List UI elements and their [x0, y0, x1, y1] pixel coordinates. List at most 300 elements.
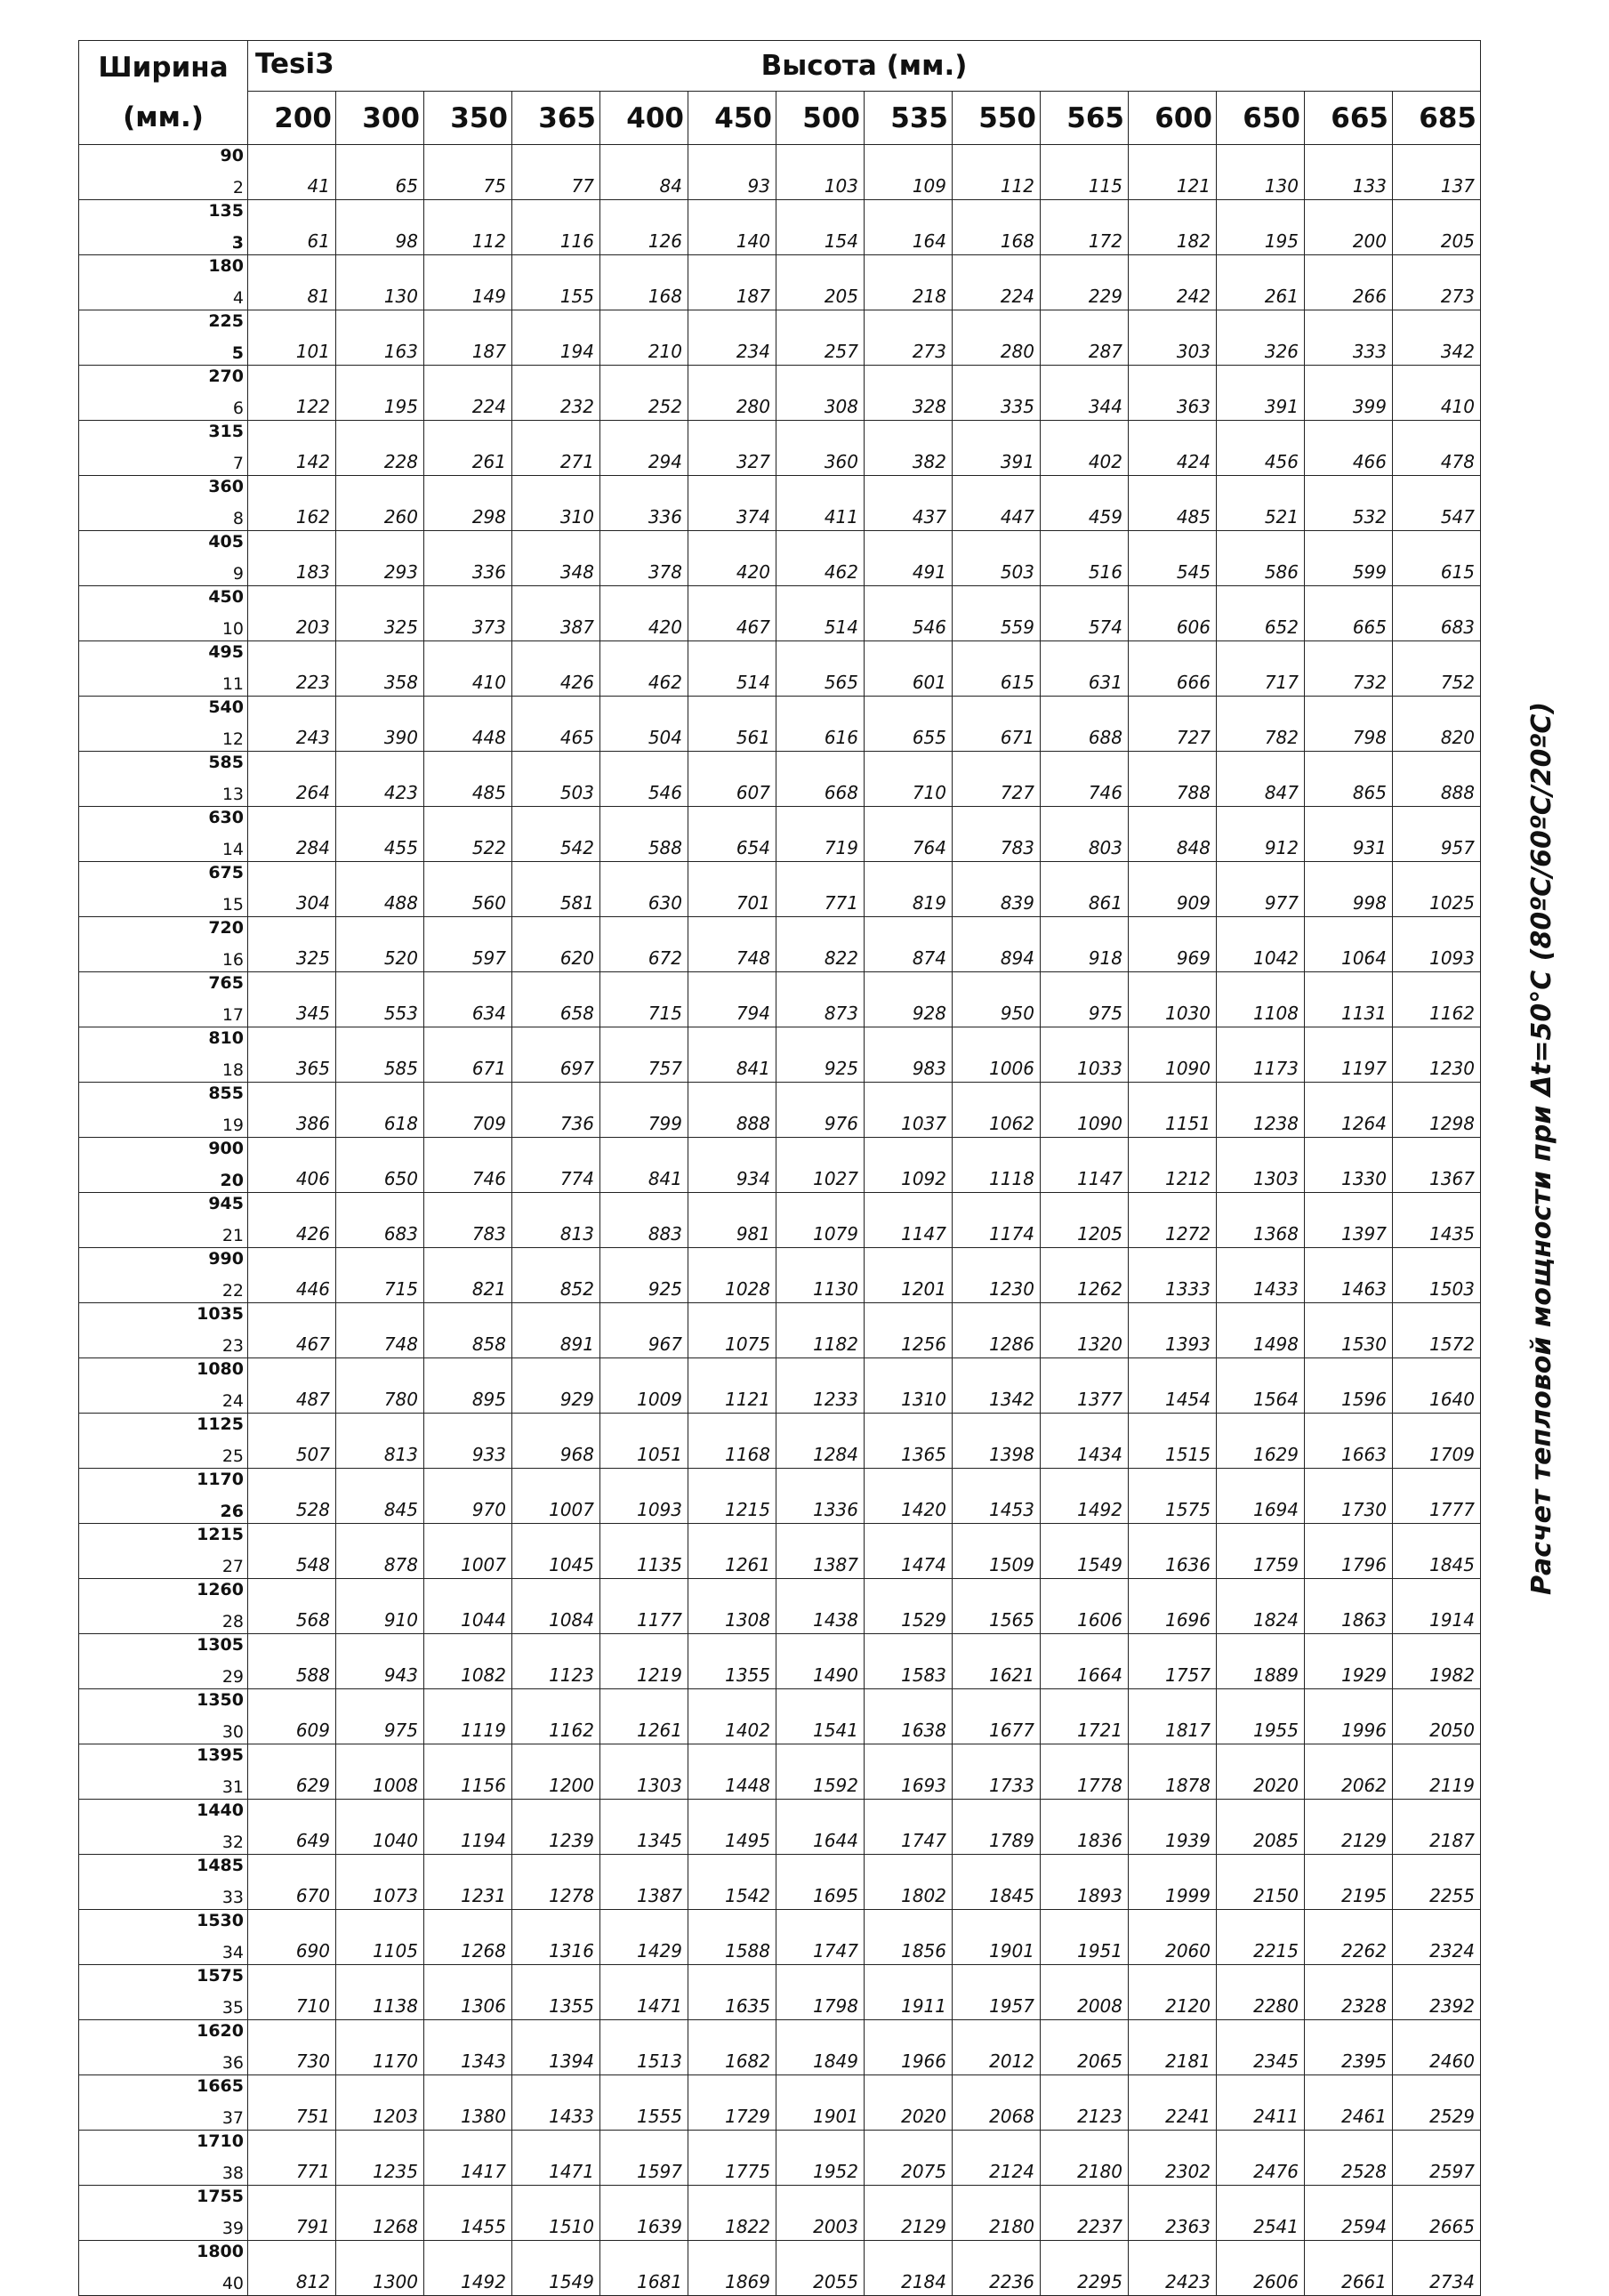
power-value: 2180	[953, 2186, 1041, 2241]
power-value: 130	[336, 255, 424, 310]
power-value: 229	[1041, 255, 1129, 310]
power-value: 1365	[865, 1414, 953, 1469]
power-value: 2075	[865, 2131, 953, 2186]
power-value: 1572	[1393, 1303, 1481, 1358]
power-value: 336	[600, 476, 688, 531]
section-count: 5	[231, 343, 244, 363]
height-value: 350	[424, 92, 512, 145]
power-value: 1393	[1129, 1303, 1217, 1358]
power-value: 182	[1129, 200, 1217, 255]
width-mm: 225	[208, 311, 244, 331]
power-value: 2180	[1041, 2131, 1129, 2186]
width-mm: 405	[208, 532, 244, 552]
power-value: 1238	[1217, 1083, 1305, 1138]
power-value: 1817	[1129, 1689, 1217, 1744]
power-value: 1007	[512, 1469, 600, 1524]
section-count: 36	[221, 2053, 244, 2073]
height-header: Высота (мм.)	[760, 50, 968, 83]
power-value: 325	[336, 586, 424, 641]
power-value: 1156	[424, 1744, 512, 1800]
power-value: 2461	[1305, 2075, 1393, 2131]
power-value: 1278	[512, 1855, 600, 1910]
width-cell	[79, 1248, 248, 1303]
width-mm: 1800	[197, 2242, 244, 2261]
power-value: 1173	[1217, 1027, 1305, 1083]
power-value: 133	[1305, 145, 1393, 200]
power-value: 130	[1217, 145, 1305, 200]
power-value: 727	[1129, 697, 1217, 752]
height-value: 600	[1129, 92, 1217, 145]
power-value: 1845	[953, 1855, 1041, 1910]
power-value: 2423	[1129, 2241, 1217, 2296]
power-value: 748	[336, 1303, 424, 1358]
power-value: 2184	[865, 2241, 953, 2296]
power-value: 2661	[1305, 2241, 1393, 2296]
power-value: 103	[776, 145, 865, 200]
power-value: 112	[424, 200, 512, 255]
width-mm: 360	[208, 477, 244, 496]
power-value: 1194	[424, 1800, 512, 1855]
power-value: 466	[1305, 421, 1393, 476]
section-count: 8	[232, 509, 244, 528]
power-value: 568	[248, 1579, 336, 1634]
power-value: 1300	[336, 2241, 424, 2296]
power-value: 929	[512, 1358, 600, 1414]
power-value: 1796	[1305, 1524, 1393, 1579]
power-value: 423	[336, 752, 424, 807]
power-value: 1203	[336, 2075, 424, 2131]
section-count: 38	[221, 2163, 244, 2183]
power-value: 586	[1217, 531, 1305, 586]
width-cell	[79, 697, 248, 752]
power-value: 799	[600, 1083, 688, 1138]
table-row	[79, 807, 1481, 862]
width-cell	[79, 1193, 248, 1248]
width-mm: 1620	[197, 2021, 244, 2041]
power-value: 1090	[1041, 1083, 1129, 1138]
power-value: 2324	[1393, 1910, 1481, 1965]
power-value: 1231	[424, 1855, 512, 1910]
power-value: 426	[512, 641, 600, 697]
power-value: 841	[688, 1027, 776, 1083]
table-row	[79, 1524, 1481, 1579]
table-row	[79, 421, 1481, 476]
power-value: 2262	[1305, 1910, 1393, 1965]
table-row	[79, 586, 1481, 641]
power-value: 491	[865, 531, 953, 586]
power-value: 1542	[688, 1855, 776, 1910]
width-cell	[79, 1689, 248, 1744]
power-value: 1822	[688, 2186, 776, 2241]
power-value: 391	[1217, 366, 1305, 421]
power-value: 1495	[688, 1800, 776, 1855]
power-value: 426	[248, 1193, 336, 1248]
power-value: 1219	[600, 1634, 688, 1689]
section-count: 6	[232, 399, 244, 418]
section-count: 2	[232, 178, 244, 197]
width-cell	[79, 1414, 248, 1469]
section-count: 30	[221, 1722, 244, 1742]
table-row	[79, 2186, 1481, 2241]
power-value: 410	[1393, 366, 1481, 421]
width-mm: 1530	[197, 1911, 244, 1930]
power-value: 1824	[1217, 1579, 1305, 1634]
power-value: 1051	[600, 1414, 688, 1469]
power-value: 1596	[1305, 1358, 1393, 1414]
power-value: 303	[1129, 310, 1217, 366]
power-value: 261	[424, 421, 512, 476]
power-value: 1914	[1393, 1579, 1481, 1634]
power-value: 485	[424, 752, 512, 807]
power-value: 1564	[1217, 1358, 1305, 1414]
power-value: 1433	[1217, 1248, 1305, 1303]
section-count: 4	[232, 288, 244, 308]
power-value: 607	[688, 752, 776, 807]
power-value: 2280	[1217, 1965, 1305, 2020]
power-value: 1747	[865, 1800, 953, 1855]
power-value: 2068	[953, 2075, 1041, 2131]
power-value: 683	[1393, 586, 1481, 641]
power-value: 2124	[953, 2131, 1041, 2186]
power-value: 261	[1217, 255, 1305, 310]
power-value: 751	[248, 2075, 336, 2131]
power-value: 1775	[688, 2131, 776, 2186]
power-value: 545	[1129, 531, 1217, 586]
power-value: 852	[512, 1248, 600, 1303]
power-value: 1503	[1393, 1248, 1481, 1303]
power-value: 1757	[1129, 1634, 1217, 1689]
power-value: 1474	[865, 1524, 953, 1579]
power-value: 1345	[600, 1800, 688, 1855]
power-value: 2003	[776, 2186, 865, 2241]
power-value: 561	[688, 697, 776, 752]
table-row	[79, 1855, 1481, 1910]
power-value: 273	[865, 310, 953, 366]
power-value: 1162	[1393, 972, 1481, 1027]
power-value: 1901	[953, 1910, 1041, 1965]
power-value: 1417	[424, 2131, 512, 2186]
power-value: 2123	[1041, 2075, 1129, 2131]
power-value: 1893	[1041, 1855, 1129, 1910]
power-value: 1235	[336, 2131, 424, 2186]
section-count: 23	[221, 1336, 244, 1356]
power-value: 918	[1041, 917, 1129, 972]
power-value: 746	[1041, 752, 1129, 807]
width-mm: 720	[208, 918, 244, 938]
power-value: 601	[865, 641, 953, 697]
power-value: 1006	[953, 1027, 1041, 1083]
power-value: 1168	[688, 1414, 776, 1469]
section-count: 17	[221, 1005, 244, 1025]
table-row	[79, 1248, 1481, 1303]
power-value: 1454	[1129, 1358, 1217, 1414]
width-cell	[79, 752, 248, 807]
table-row	[79, 917, 1481, 972]
power-value: 1306	[424, 1965, 512, 2020]
power-value: 1262	[1041, 1248, 1129, 1303]
power-value: 1268	[336, 2186, 424, 2241]
width-cell	[79, 1965, 248, 2020]
power-value: 581	[512, 862, 600, 917]
power-value: 2302	[1129, 2131, 1217, 2186]
table-row	[79, 1965, 1481, 2020]
power-value: 304	[248, 862, 336, 917]
power-value: 172	[1041, 200, 1129, 255]
power-value: 1230	[953, 1248, 1041, 1303]
width-mm: 1485	[197, 1856, 244, 1875]
power-value: 1092	[865, 1138, 953, 1193]
power-value: 847	[1217, 752, 1305, 807]
power-value: 1530	[1305, 1303, 1393, 1358]
power-value: 1955	[1217, 1689, 1305, 1744]
power-value: 462	[600, 641, 688, 697]
table-row	[79, 2075, 1481, 2131]
power-value: 670	[248, 1855, 336, 1910]
height-value: 665	[1305, 92, 1393, 145]
power-value: 503	[512, 752, 600, 807]
power-value: 820	[1393, 697, 1481, 752]
section-count: 13	[221, 785, 244, 804]
power-value: 360	[776, 421, 865, 476]
width-cell	[79, 1744, 248, 1800]
power-value: 1957	[953, 1965, 1041, 2020]
power-value: 585	[336, 1027, 424, 1083]
table-row	[79, 255, 1481, 310]
power-value: 1008	[336, 1744, 424, 1800]
power-value: 1201	[865, 1248, 953, 1303]
section-count: 3	[231, 233, 244, 253]
power-value: 1498	[1217, 1303, 1305, 1358]
table-row	[79, 2131, 1481, 2186]
power-value: 1308	[688, 1579, 776, 1634]
power-value: 620	[512, 917, 600, 972]
power-value: 1316	[512, 1910, 600, 1965]
table-row	[79, 1800, 1481, 1855]
power-value: 1583	[865, 1634, 953, 1689]
power-value: 1355	[688, 1634, 776, 1689]
power-value: 650	[336, 1138, 424, 1193]
power-value: 223	[248, 641, 336, 697]
power-value: 548	[248, 1524, 336, 1579]
power-value: 1264	[1305, 1083, 1393, 1138]
power-value: 1529	[865, 1579, 953, 1634]
width-cell	[79, 1469, 248, 1524]
power-value: 715	[600, 972, 688, 1027]
section-count: 16	[221, 950, 244, 970]
power-value: 822	[776, 917, 865, 972]
power-value: 2187	[1393, 1800, 1481, 1855]
power-value: 1845	[1393, 1524, 1481, 1579]
power-value: 243	[248, 697, 336, 752]
power-value: 1694	[1217, 1469, 1305, 1524]
power-value: 1082	[424, 1634, 512, 1689]
power-value: 1597	[600, 2131, 688, 2186]
power-value: 701	[688, 862, 776, 917]
power-value: 931	[1305, 807, 1393, 862]
power-value: 1802	[865, 1855, 953, 1910]
power-value: 310	[512, 476, 600, 531]
power-value: 280	[688, 366, 776, 421]
power-value: 1147	[1041, 1138, 1129, 1193]
table-row	[79, 1744, 1481, 1800]
height-value: 450	[688, 92, 776, 145]
power-value: 1889	[1217, 1634, 1305, 1689]
power-value: 1377	[1041, 1358, 1129, 1414]
power-value: 1105	[336, 1910, 424, 1965]
table-row	[79, 1634, 1481, 1689]
power-value: 328	[865, 366, 953, 421]
power-value: 1330	[1305, 1138, 1393, 1193]
power-value: 345	[248, 972, 336, 1027]
power-value: 1448	[688, 1744, 776, 1800]
power-value: 455	[336, 807, 424, 862]
power-value: 2119	[1393, 1744, 1481, 1800]
power-value: 709	[424, 1083, 512, 1138]
power-value: 1397	[1305, 1193, 1393, 1248]
power-value: 75	[424, 145, 512, 200]
power-value: 813	[336, 1414, 424, 1469]
power-value: 1121	[688, 1358, 776, 1414]
width-cell	[79, 641, 248, 697]
power-value: 1130	[776, 1248, 865, 1303]
power-value: 794	[688, 972, 776, 1027]
power-value: 420	[600, 586, 688, 641]
width-cell	[79, 531, 248, 586]
width-cell	[79, 310, 248, 366]
power-value: 2606	[1217, 2241, 1305, 2296]
width-cell	[79, 807, 248, 862]
power-value: 912	[1217, 807, 1305, 862]
power-value: 559	[953, 586, 1041, 641]
power-value: 287	[1041, 310, 1129, 366]
power-value: 1696	[1129, 1579, 1217, 1634]
width-cell	[79, 1303, 248, 1358]
power-value: 654	[688, 807, 776, 862]
power-value: 2597	[1393, 2131, 1481, 2186]
power-value: 1138	[336, 1965, 424, 2020]
power-value: 205	[1393, 200, 1481, 255]
power-value: 764	[865, 807, 953, 862]
section-count: 32	[221, 1833, 244, 1852]
power-value: 1471	[512, 2131, 600, 2186]
power-value: 194	[512, 310, 600, 366]
height-value: 535	[865, 92, 953, 145]
power-value: 280	[953, 310, 1041, 366]
power-value: 998	[1305, 862, 1393, 917]
power-value: 858	[424, 1303, 512, 1358]
power-value: 1709	[1393, 1414, 1481, 1469]
section-count: 12	[221, 729, 244, 749]
table-row	[79, 697, 1481, 752]
power-value: 780	[336, 1358, 424, 1414]
power-value: 819	[865, 862, 953, 917]
power-value: 1747	[776, 1910, 865, 1965]
width-cell	[79, 2131, 248, 2186]
power-value: 168	[953, 200, 1041, 255]
power-value: 2460	[1393, 2020, 1481, 2075]
power-value: 532	[1305, 476, 1393, 531]
table-row	[79, 2020, 1481, 2075]
power-value: 2055	[776, 2241, 865, 2296]
power-value: 1640	[1393, 1358, 1481, 1414]
power-value: 115	[1041, 145, 1129, 200]
power-value: 1729	[688, 2075, 776, 2131]
power-value: 1681	[600, 2241, 688, 2296]
power-value: 308	[776, 366, 865, 421]
power-value: 195	[336, 366, 424, 421]
power-value: 606	[1129, 586, 1217, 641]
power-value: 1509	[953, 1524, 1041, 1579]
section-count: 18	[221, 1060, 244, 1080]
width-cell	[79, 2020, 248, 2075]
power-value: 420	[688, 531, 776, 586]
power-value: 1333	[1129, 1248, 1217, 1303]
power-value: 874	[865, 917, 953, 972]
power-value: 752	[1393, 641, 1481, 697]
power-value: 658	[512, 972, 600, 1027]
power-value: 1174	[953, 1193, 1041, 1248]
power-value: 2215	[1217, 1910, 1305, 1965]
power-value: 467	[688, 586, 776, 641]
power-value: 2328	[1305, 1965, 1393, 2020]
table-row	[79, 1193, 1481, 1248]
table-body	[79, 145, 1481, 2296]
power-value: 1721	[1041, 1689, 1129, 1744]
power-value: 507	[248, 1414, 336, 1469]
width-mm: 1710	[197, 2131, 244, 2151]
power-value: 2062	[1305, 1744, 1393, 1800]
power-value: 968	[512, 1414, 600, 1469]
power-value: 242	[1129, 255, 1217, 310]
power-value: 748	[688, 917, 776, 972]
power-value: 224	[424, 366, 512, 421]
power-value: 1438	[776, 1579, 865, 1634]
width-mm: 1395	[197, 1745, 244, 1765]
table-row	[79, 2241, 1481, 2296]
power-value: 522	[424, 807, 512, 862]
power-value: 514	[776, 586, 865, 641]
power-value: 298	[424, 476, 512, 531]
power-value: 2392	[1393, 1965, 1481, 2020]
power-value: 200	[1305, 200, 1393, 255]
power-value: 783	[424, 1193, 512, 1248]
power-value: 1200	[512, 1744, 600, 1800]
power-value: 2236	[953, 2241, 1041, 2296]
power-value: 553	[336, 972, 424, 1027]
power-value: 888	[688, 1083, 776, 1138]
power-value: 546	[865, 586, 953, 641]
power-value: 348	[512, 531, 600, 586]
power-value: 1402	[688, 1689, 776, 1744]
section-count: 39	[221, 2219, 244, 2238]
power-value: 1492	[424, 2241, 512, 2296]
power-value: 1394	[512, 2020, 600, 2075]
power-value: 934	[688, 1138, 776, 1193]
width-cell	[79, 255, 248, 310]
power-value: 344	[1041, 366, 1129, 421]
width-cell	[79, 1579, 248, 1634]
power-value: 634	[424, 972, 512, 1027]
table-row	[79, 476, 1481, 531]
power-value: 2255	[1393, 1855, 1481, 1910]
power-value: 771	[248, 2131, 336, 2186]
power-value: 1090	[1129, 1027, 1217, 1083]
width-cell	[79, 1138, 248, 1193]
power-value: 1162	[512, 1689, 600, 1744]
power-value: 521	[1217, 476, 1305, 531]
width-mm: 1080	[197, 1359, 244, 1379]
power-value: 1420	[865, 1469, 953, 1524]
